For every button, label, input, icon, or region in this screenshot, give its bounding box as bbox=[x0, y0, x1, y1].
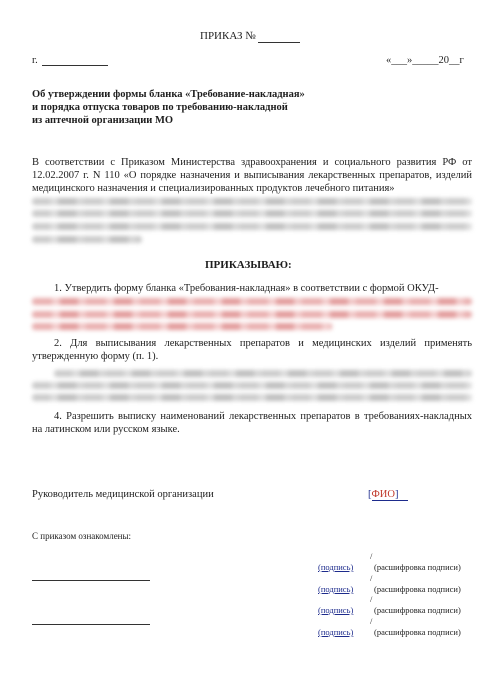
redacted-text bbox=[32, 236, 142, 243]
head-signature-label: Руководитель медицинской организации bbox=[32, 489, 214, 500]
redacted-text-highlighted bbox=[32, 311, 472, 318]
city-prefix: г. bbox=[32, 55, 38, 66]
slash: / bbox=[370, 616, 373, 626]
acquainted-name-line bbox=[32, 580, 150, 581]
decode-caption: (расшифровка подписи) bbox=[374, 584, 461, 594]
fio-placeholder: [ФИО] bbox=[368, 489, 399, 500]
sign-caption: (подпись) bbox=[318, 584, 354, 594]
title-line-2: и порядка отпуска товаров по требованию-накладной bbox=[32, 102, 288, 113]
sign-caption: (подпись) bbox=[318, 627, 354, 637]
redacted-text bbox=[32, 382, 472, 389]
redacted-text bbox=[32, 210, 472, 217]
decode-caption: (расшифровка подписи) bbox=[374, 562, 461, 572]
acquainted-name-line bbox=[32, 624, 150, 625]
redacted-text bbox=[54, 370, 472, 377]
order-title: ПРИКАЗ № bbox=[200, 30, 256, 42]
redacted-text-highlighted bbox=[32, 298, 472, 305]
acquainted-label: С приказом ознакомлены: bbox=[32, 531, 132, 541]
order-date: «___»_____20__г bbox=[386, 55, 464, 66]
sign-caption: (подпись) bbox=[318, 562, 354, 572]
item-4: 4. Разрешить выписку наименований лекарственных препаратов в требованиях-накладных на латинском или русском языке. bbox=[32, 411, 472, 435]
decode-caption: (расшифровка подписи) bbox=[374, 605, 461, 615]
slash: / bbox=[370, 573, 373, 583]
decode-caption: (расшифровка подписи) bbox=[374, 627, 461, 637]
slash: / bbox=[370, 551, 373, 561]
order-word: ПРИКАЗЫВАЮ: bbox=[205, 259, 292, 271]
city-line bbox=[42, 65, 108, 66]
item-1: 1. Утвердить форму бланка «Требования-накладная» в соответствии с формой ОКУД- bbox=[54, 283, 439, 294]
preamble-text: В соответствии с Приказом Министерства здравоохранения и социального развития РФ от 12.02.2007 г. N 110 «О порядке назначения и выписывания лекарственных препаратов, изделий медицинского назначения и специализированных продуктов лечебного питания» bbox=[32, 157, 472, 194]
order-number-line bbox=[258, 42, 300, 43]
redacted-text bbox=[32, 223, 472, 230]
item-2: 2. Для выписывания лекарственных препаратов и медицинских изделий применять утвержденную форму (п. 1). bbox=[32, 338, 472, 362]
redacted-text-highlighted bbox=[32, 323, 332, 330]
title-line-3: из аптечной организации МО bbox=[32, 115, 174, 126]
slash: / bbox=[370, 594, 373, 604]
redacted-text bbox=[32, 394, 472, 401]
title-line-1: Об утверждении формы бланка «Требование-накладная» bbox=[32, 89, 305, 100]
fio-underline bbox=[372, 500, 408, 501]
sign-caption: (подпись) bbox=[318, 605, 354, 615]
redacted-text bbox=[32, 198, 472, 205]
